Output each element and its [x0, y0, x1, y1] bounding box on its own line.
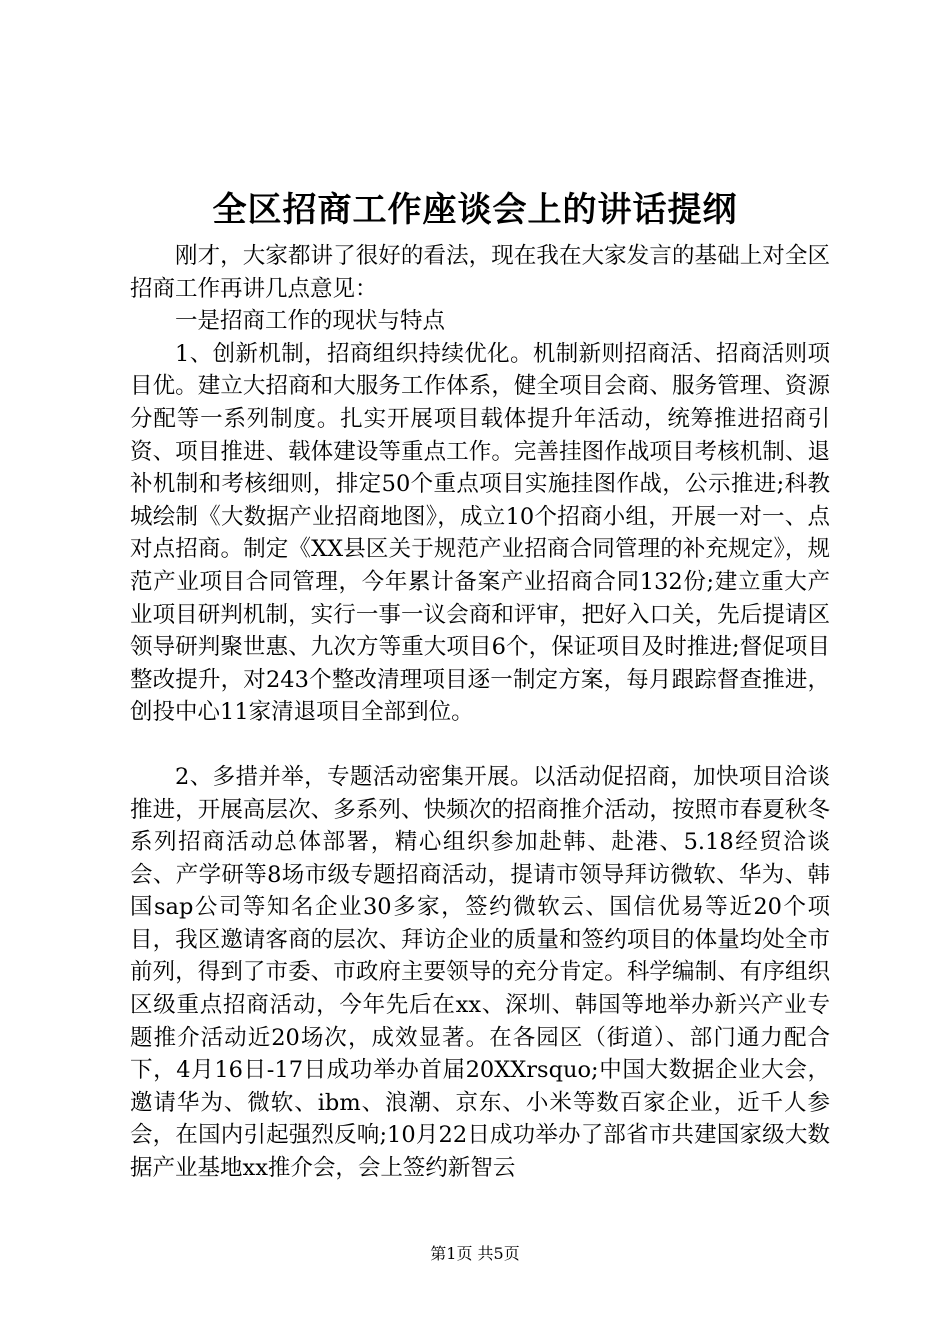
- section-heading: 一是招商工作的现状与特点: [175, 308, 446, 335]
- document-title: 全区招商工作座谈会上的讲话提纲: [212, 190, 738, 230]
- intro-paragraph: 刚才，大家都讲了很好的看法，现在我在大家发言的基础上对全区招商工作再讲几点意见：: [130, 243, 830, 302]
- body-paragraph: 2、多措并举，专题活动密集开展。以活动促招商，加快项目洽谈推进，开展高层次、多系列、快频次的招商推介活动，按照市春夏秋冬系列招商活动总体部署，精心组织参加赴韩、赴港、5.18经贸洽谈会、产学研等8场市级专题招商活动，提请市领导拜访微软、华为、韩国sap公司等知名企业30多家，签约微软云、国信优易等近20个项目，我区邀请客商的层次、拜访企业的质量和签约项目的体量均处全市前列，得到了市委、市政府主要领导的充分肯定。科学编制、有序组织区级重点招商活动，今年先后在xx、深圳、韩国等地举办新兴产业专题推介活动近20场次，成效显著。在各园区（街道）、部门通力配合下，4月16日-17日成功举办首届20XXrsquo;中国大数据企业大会，邀请华为、微软、ibm、浪潮、京东、小米等数百家企业，近千人参会，在国内引起强烈反响;10月22日成功举办了部省市共建国家级大数据产业基地xx推介会，会上签约新智云: [130, 763, 830, 1182]
- body-paragraph: 1、创新机制，招商组织持续优化。机制新则招商活、招商活则项目优。建立大招商和大服务工作体系，健全项目会商、服务管理、资源分配等一系列制度。扎实开展项目载体提升年活动，统筹推进招商引资、项目推进、载体建设等重点工作。完善挂图作战项目考核机制、退补机制和考核细则，排定50个重点项目实施挂图作战，公示推进;科教城绘制《大数据产业招商地图》，成立10个招商小组，开展一对一、点对点招商。制定《XX县区关于规范产业招商合同管理的补充规定》，规范产业项目合同管理，今年累计备案产业招商合同132份;建立重大产业项目研判机制，实行一事一议会商和评审，把好入口关，先后提请区领导研判聚世惠、九次方等重大项目6个，保证项目及时推进;督促项目整改提升，对243个整改清理项目逐一制定方案，每月跟踪督查推进，创投中心11家清退项目全部到位。: [130, 340, 830, 726]
- document-body: [130, 240, 830, 1185]
- page-number-footer: 第1页 共5页: [430, 1244, 520, 1263]
